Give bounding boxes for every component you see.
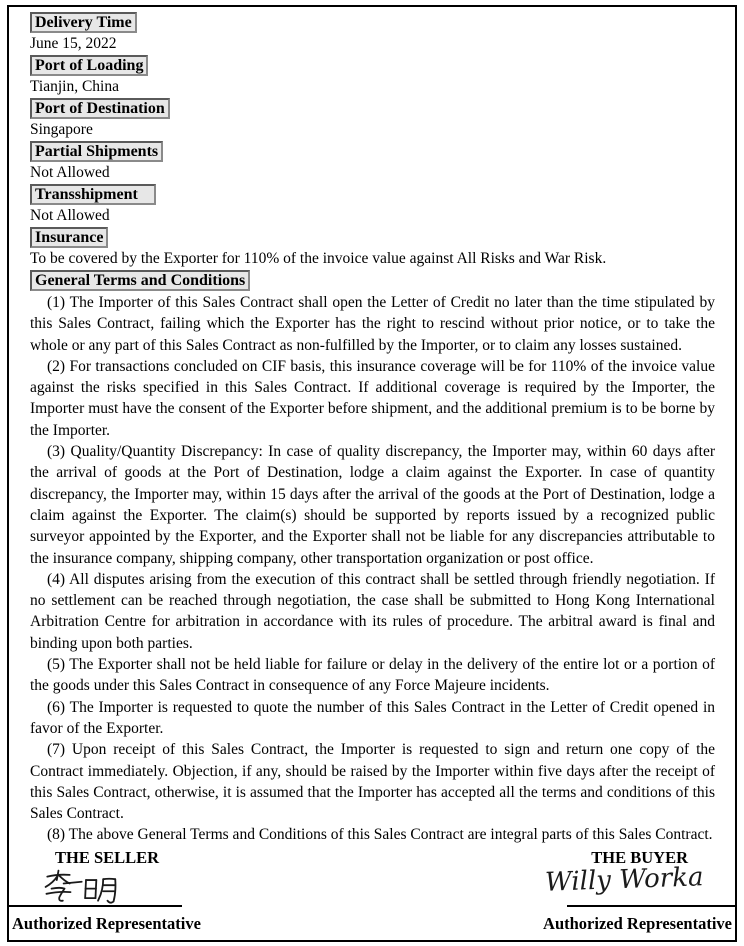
buyer-role-label: Authorized Representative: [543, 914, 732, 933]
field-port-of-loading: [30, 54, 715, 97]
field-label-delivery-time: Delivery Time: [30, 12, 137, 33]
seller-signature-line: [9, 905, 182, 907]
field-value-transshipment: Not Allowed: [30, 207, 110, 224]
field-value-insurance: To be covered by the Exporter for 110% of the invoice value against All Risks and War Risk.: [30, 250, 607, 267]
field-value-port-of-loading: Tianjin, China: [30, 78, 119, 95]
field-label-partial-shipments: Partial Shipments: [30, 141, 163, 162]
terms-clause-2: (2) For transactions concluded on CIF basis, this insurance coverage will be for 110% of the invoice value against the risks specified in this Sales Contract. If additional coverage is required by the Importer, the Importer must have the consent of the Exporter before shipment, and the additional premium is to be borne by the Importer.: [30, 357, 715, 439]
field-label-port-of-destination: Port of Destination: [30, 98, 170, 119]
field-transshipment: [30, 183, 715, 226]
terms-clause-4: (4) All disputes arising from the execution of this contract shall be settled through friendly negotiation. If no settlement can be reached through negotiation, the case shall be submitted to Hong Kong International Arbitration Centre for arbitration in accordance with its rules of procedure. The arbitral award is final and binding upon both parties.: [30, 570, 715, 652]
field-label-transshipment: Transshipment: [30, 184, 156, 205]
field-port-of-destination: [30, 97, 715, 140]
terms-clause-1: (1) The Importer of this Sales Contract shall open the Letter of Credit no later than the time stipulated by this Sales Contract, failing which the Exporter has the right to rescind without prior notice, or to take the whole or any part of this Sales Contract as non-fulfilled by the Importer, or to claim any losses sustained.: [30, 294, 715, 354]
terms-clause-3: (3) Quality/Quantity Discrepancy: In case of quality discrepancy, the Importer may, within 60 days after the arrival of goods at the Port of Destination, lodge a claim against the Exporter. In case of quantity discrepancy, the Importer may, within 15 days after the arrival of the goods at the Port of Destination, lodge a claim against the Exporter. The claim(s) should be supported by reports issued by a recognized public surveyor appointed by the Exporter, and the Exporter shall not be liable for any discrepancies attributable to the insurance company, shipping company, other transportation organization or post office.: [30, 443, 715, 567]
terms-clause-6: (6) The Importer is requested to quote the number of this Sales Contract in the Letter of Credit opened in favor of the Exporter.: [30, 698, 715, 737]
terms-heading: General Terms and Conditions: [30, 270, 250, 291]
terms-section: [30, 269, 715, 291]
buyer-signature-line: [567, 905, 735, 907]
terms-clause-7: (7) Upon receipt of this Sales Contract, the Importer is requested to sign and return one copy of the Contract immediately. Objection, if any, should be raised by the Importer within five days after the receipt of this Sales Contract, otherwise, it is assumed that the Importer has accepted all the terms and conditions of this Sales Contract.: [30, 741, 715, 823]
terms-clauses: [30, 292, 715, 846]
seller-signature: [43, 868, 129, 910]
field-value-delivery-time: June 15, 2022: [30, 35, 117, 52]
seller-signature-strokes: [43, 868, 129, 905]
contract-body: [9, 7, 735, 846]
terms-clause-8: (8) The above General Terms and Conditions of this Sales Contract are integral parts of this Sales Contract.: [47, 826, 713, 844]
field-delivery-time: [30, 11, 715, 54]
field-insurance: [30, 226, 715, 269]
seller-role-label: Authorized Representative: [12, 914, 201, 933]
contract-page: [7, 5, 737, 942]
field-label-insurance: Insurance: [30, 227, 108, 248]
field-partial-shipments: [30, 140, 715, 183]
terms-clause-5: (5) The Exporter shall not be held liable for failure or delay in the delivery of the entire lot or a portion of the goods under this Sales Contract in consequence of any Force Majeure incidents.: [30, 656, 715, 695]
seller-title: THE SELLER: [55, 848, 160, 867]
buyer-signature: Willy Worka: [544, 862, 704, 898]
buyer-title: THE BUYER: [591, 848, 688, 867]
field-label-port-of-loading: Port of Loading: [30, 55, 148, 76]
field-value-partial-shipments: Not Allowed: [30, 164, 110, 181]
field-value-port-of-destination: Singapore: [30, 121, 93, 138]
